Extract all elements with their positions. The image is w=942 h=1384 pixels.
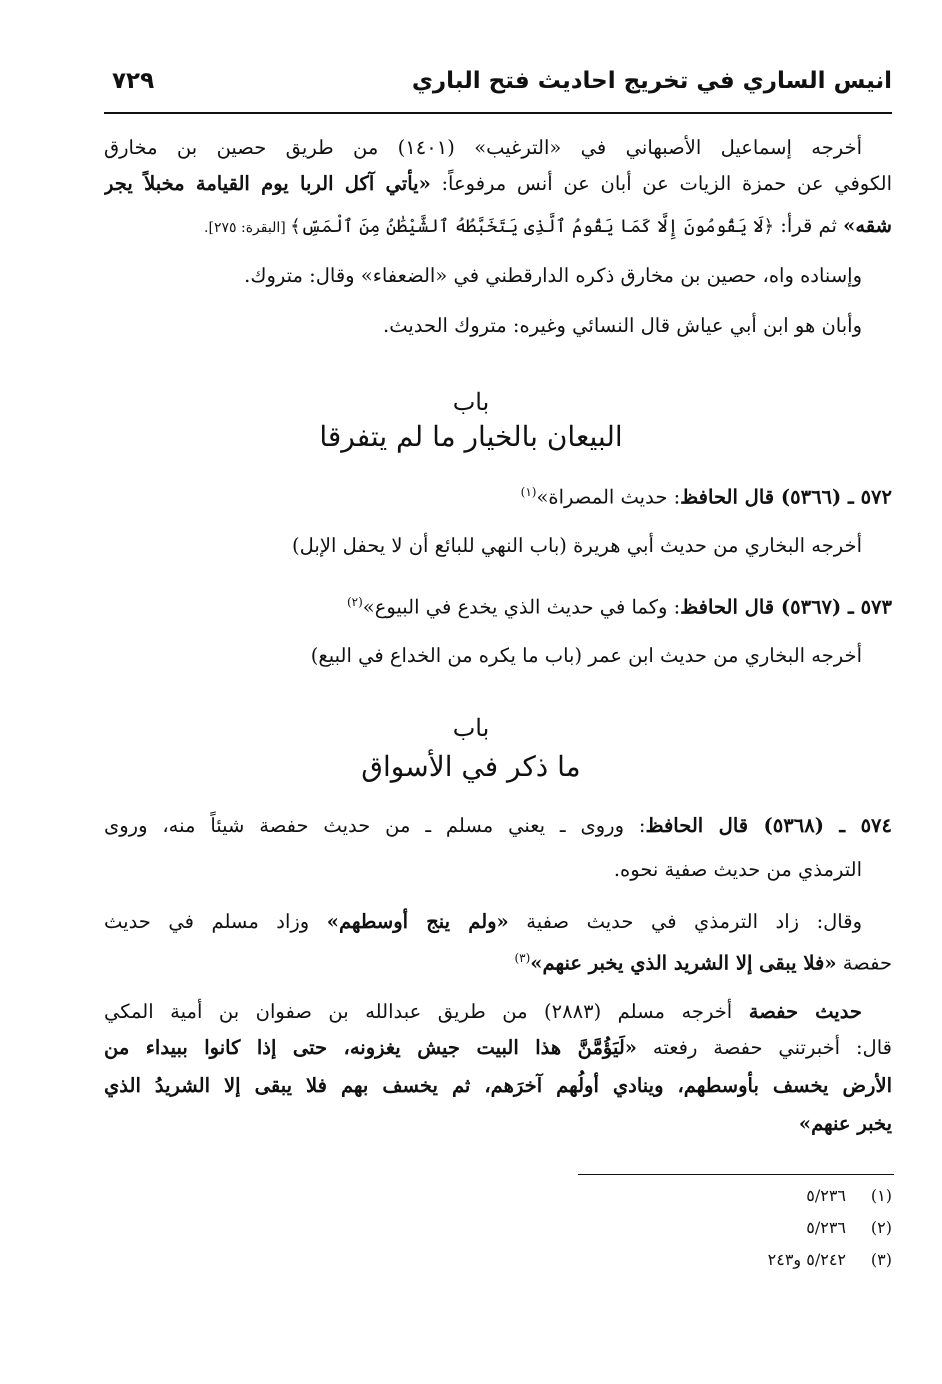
page-number: ٧٢٩	[112, 68, 155, 94]
text-line: قال: أخبرتني حفصة رفعته «لَيَؤُمَّنَّ هذا البيت جيش يغزونه، حتى إذا كانوا ببيداء من	[104, 1036, 892, 1059]
footnote: (٣)٥/٢٤٢ و٢٤٣	[767, 1250, 892, 1269]
text-line: أخرجه إسماعيل الأصبهاني في «الترغيب» (١٤٠١) من طريق حصين بن مخارق	[104, 136, 862, 159]
text-line: شقه» ثم قرأ: ﴿لَا يَقُومُونَ إِلَّا كَمَا يَقُومُ ٱلَّذِى يَتَخَبَّطُهُ ٱلشَّيْطَٰنُ مِنَ ٱلْمَسِّ﴾ [البقرة: ٢٧٥].	[204, 214, 892, 237]
text-line: الأرض يخسف بأوسطهم، وينادي أولُهم آخرَهم، ثم يخسف بهم فلا يبقى إلا الشريدُ الذي	[104, 1074, 892, 1097]
footnote: (٢)٥/٢٣٦	[806, 1218, 892, 1237]
hadith-heading: ٥٧٤ ـ (٥٣٦٨) قال الحافظ: وروى ـ يعني مسلم ـ من حديث حفصة شيئاً منه، وروى	[104, 814, 892, 837]
footnote: (١)٥/٢٣٦	[806, 1186, 892, 1205]
section-label: باب	[452, 388, 490, 416]
header-rule	[104, 112, 892, 114]
text-paragraph: وإسناده واه، حصين بن مخارق ذكره الدارقطني في «الضعفاء» وقال: متروك.	[244, 264, 862, 287]
text-line: حديث حفصة أخرجه مسلم (٢٨٨٣) من طريق عبدالله بن صفوان بن أمية المكي	[104, 1000, 862, 1023]
text-line: الترمذي من حديث صفية نحوه.	[613, 858, 862, 881]
footnote-rule	[578, 1174, 894, 1175]
section-title: البيعان بالخيار ما لم يتفرقا	[319, 420, 623, 453]
hadith-heading: ٥٧٢ ـ (٥٣٦٦) قال الحافظ: حديث المصراة»$^{(١)}$	[520, 485, 892, 509]
running-header-title: انيس الساري في تخريج احاديث فتح الباري	[411, 68, 892, 94]
text-paragraph: وأبان هو ابن أبي عياش قال النسائي وغيره: متروك الحديث.	[383, 314, 862, 337]
section-label: باب	[452, 714, 490, 742]
text-line: حفصة «فلا يبقى إلا الشريد الذي يخبر عنهم»$^{(٣)}$	[514, 951, 892, 975]
text-line: الكوفي عن حمزة الزيات عن أبان عن أنس مرفوعاً: «يأتي آكل الربا يوم القيامة مخبلاً يجر	[104, 172, 892, 195]
text-paragraph: أخرجه البخاري من حديث أبي هريرة (باب النهي للبائع أن لا يحفل الإبل)	[292, 534, 862, 557]
text-paragraph: أخرجه البخاري من حديث ابن عمر (باب ما يكره من الخداع في البيع)	[310, 644, 862, 667]
section-title: ما ذكر في الأسواق	[361, 750, 581, 783]
text-line: يخبر عنهم»	[798, 1112, 892, 1135]
hadith-heading: ٥٧٣ ـ (٥٣٦٧) قال الحافظ: وكما في حديث الذي يخدع في البيوع»$^{(٢)}$	[346, 595, 892, 619]
text-line: وقال: زاد الترمذي في حديث صفية «ولم ينج أوسطهم» وزاد مسلم في حديث	[104, 910, 862, 933]
